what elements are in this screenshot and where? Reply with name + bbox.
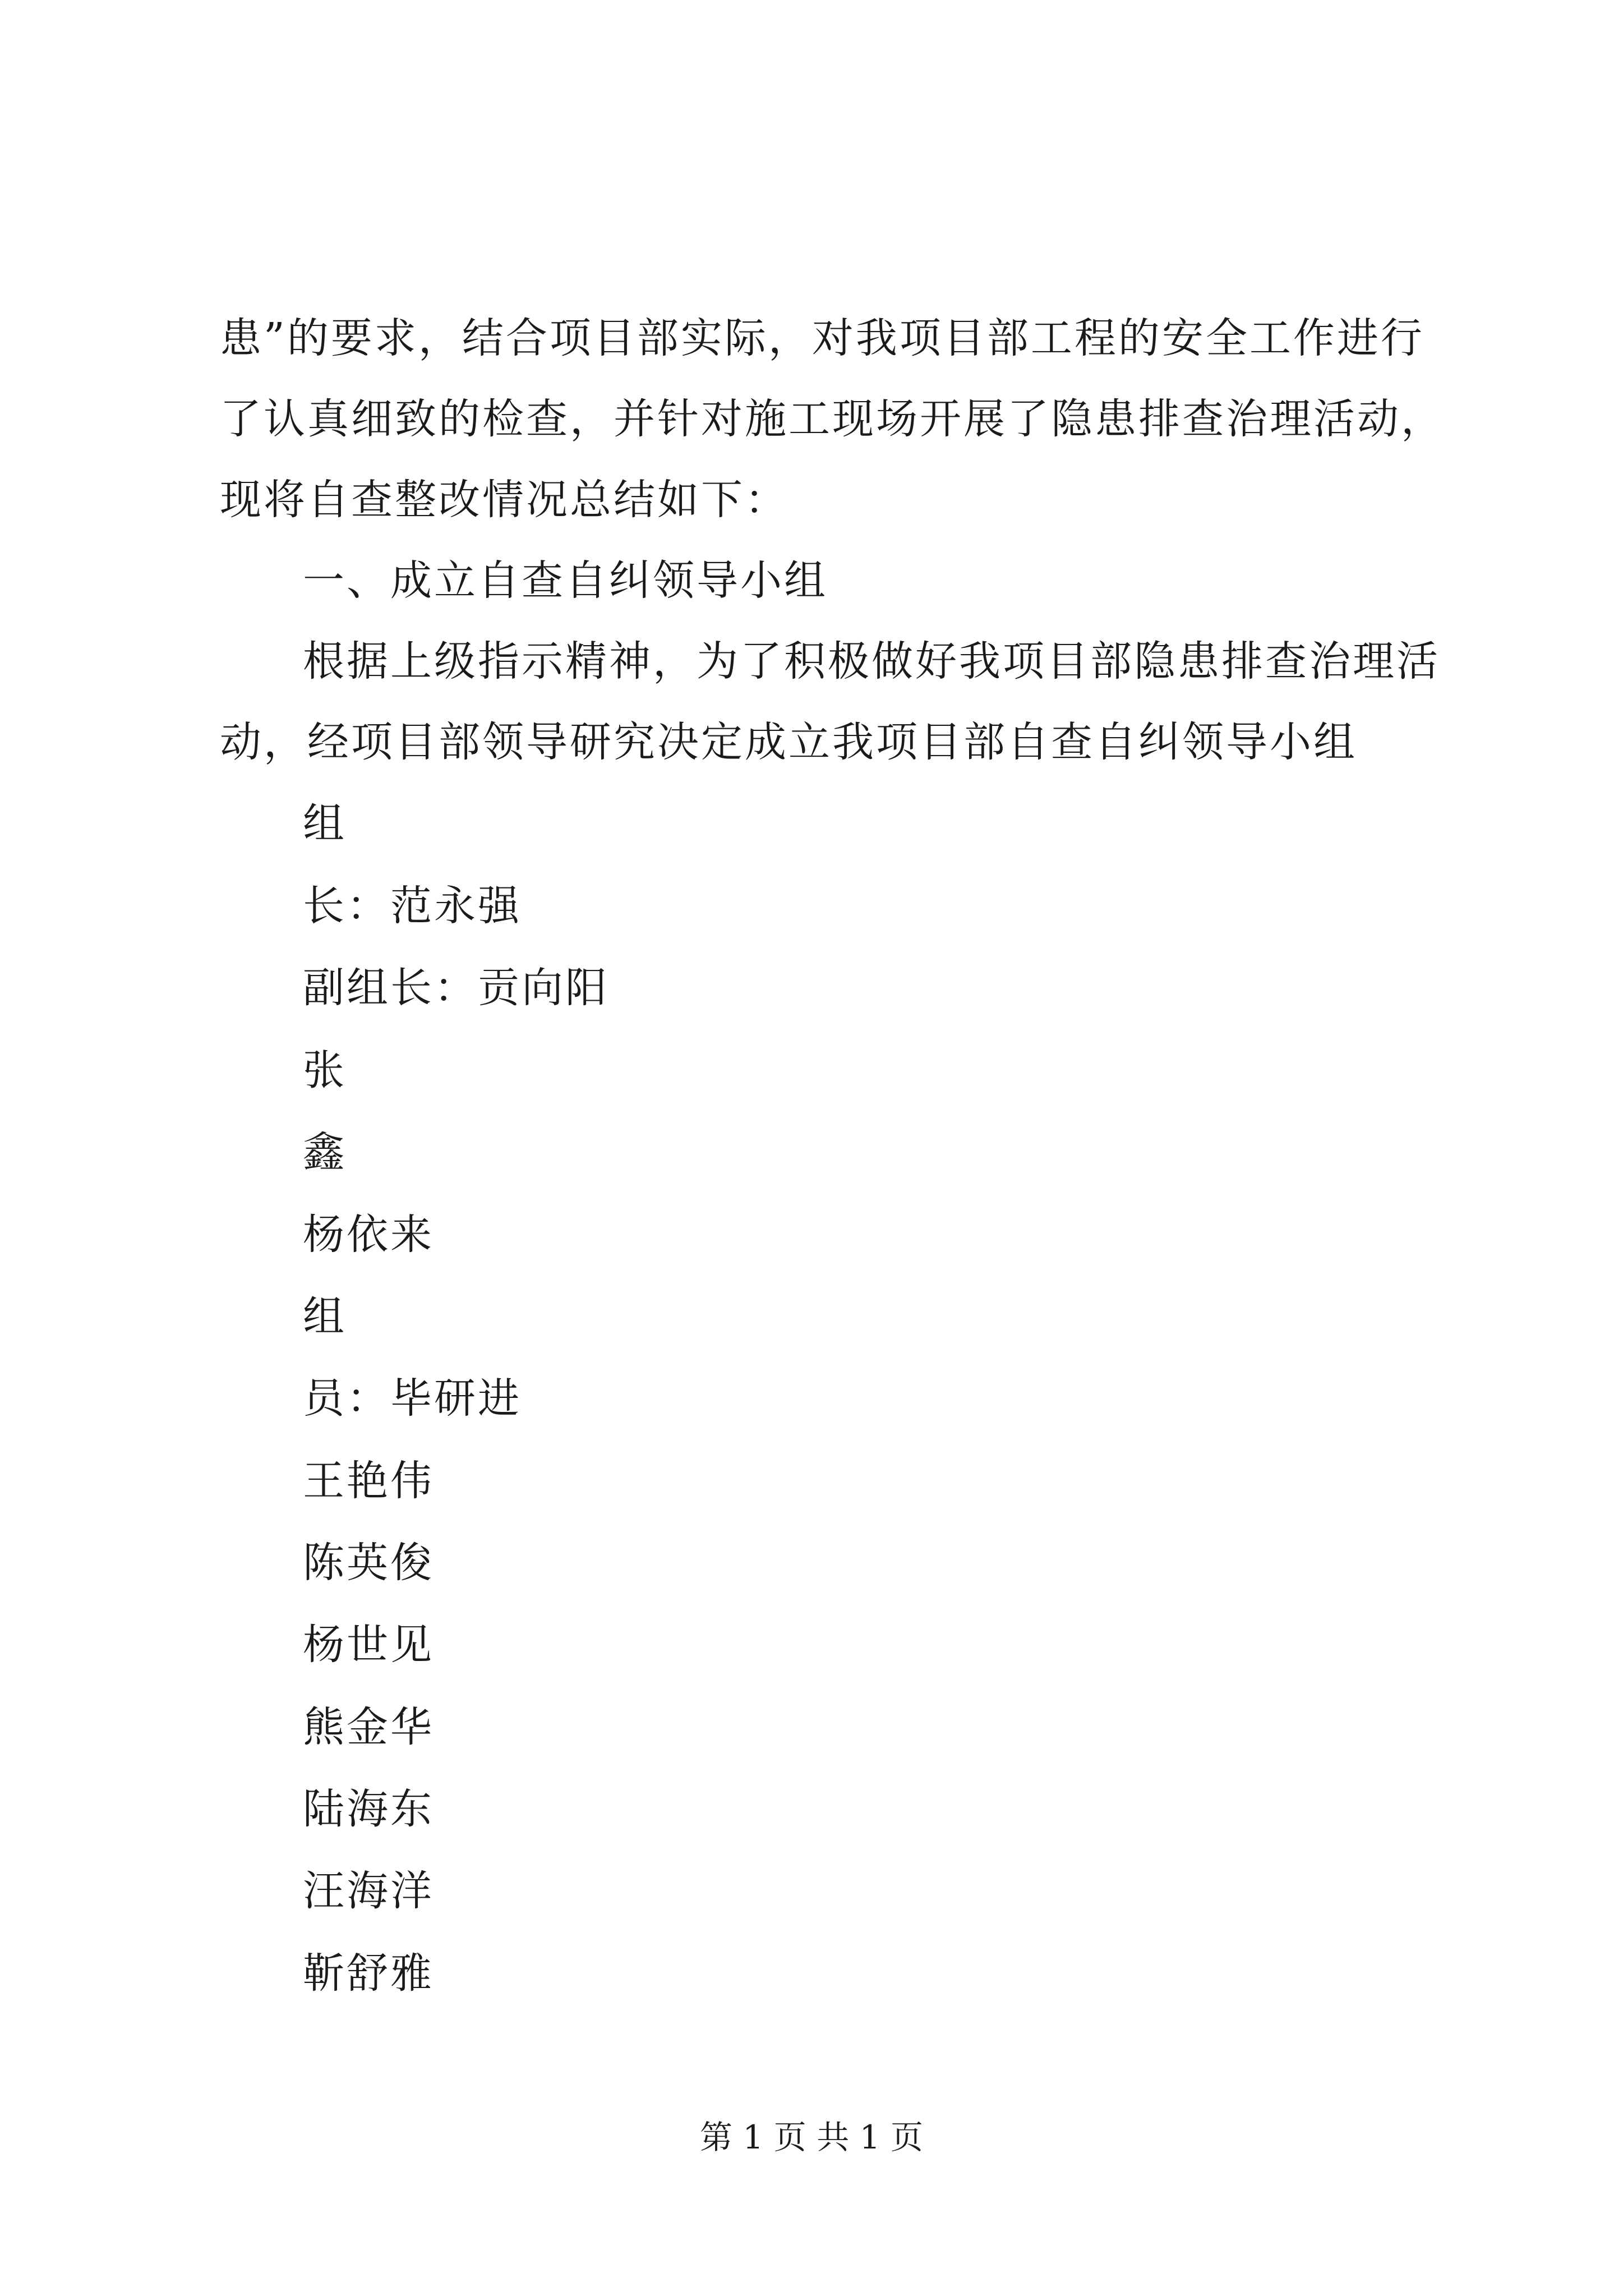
- roster-item: 副组长：贡向阳: [303, 964, 609, 1012]
- intro-line-1: 患”的要求，结合项目部实际，对我项目部工程的安全工作进行: [220, 314, 1424, 362]
- roster-item: 长：范永强: [303, 882, 522, 930]
- roster-item: 陈英俊: [303, 1539, 434, 1587]
- intro-line-2: 了认真细致的检查，并针对施工现场开展了隐患排查治理活动，: [220, 395, 1445, 443]
- page-footer: 第 1 页 共 1 页: [700, 2118, 923, 2156]
- roster-item: 鑫: [303, 1128, 347, 1176]
- intro-line-3: 现将自查整改情况总结如下：: [220, 476, 789, 524]
- roster-item: 陆海东: [303, 1785, 434, 1833]
- body-line-2: 动，经项目部领导研究决定成立我项目部自查自纠领导小组: [220, 718, 1357, 766]
- roster-item: 员：毕研进: [303, 1374, 522, 1423]
- roster-item: 靳舒雅: [303, 1949, 434, 1998]
- roster-item: 组: [303, 1292, 347, 1341]
- roster-item: 组: [303, 799, 347, 848]
- roster-item: 汪海洋: [303, 1867, 434, 1915]
- section-heading: 一、成立自查自纠领导小组: [303, 556, 828, 605]
- roster-item: 杨世见: [303, 1621, 434, 1669]
- body-line-1: 根据上级指示精神，为了积极做好我项目部隐患排查治理活: [303, 637, 1440, 685]
- roster-item: 张: [303, 1046, 347, 1094]
- roster-item: 杨依来: [303, 1211, 434, 1259]
- roster-item: 熊金华: [303, 1703, 434, 1751]
- roster-item: 王艳伟: [303, 1457, 434, 1505]
